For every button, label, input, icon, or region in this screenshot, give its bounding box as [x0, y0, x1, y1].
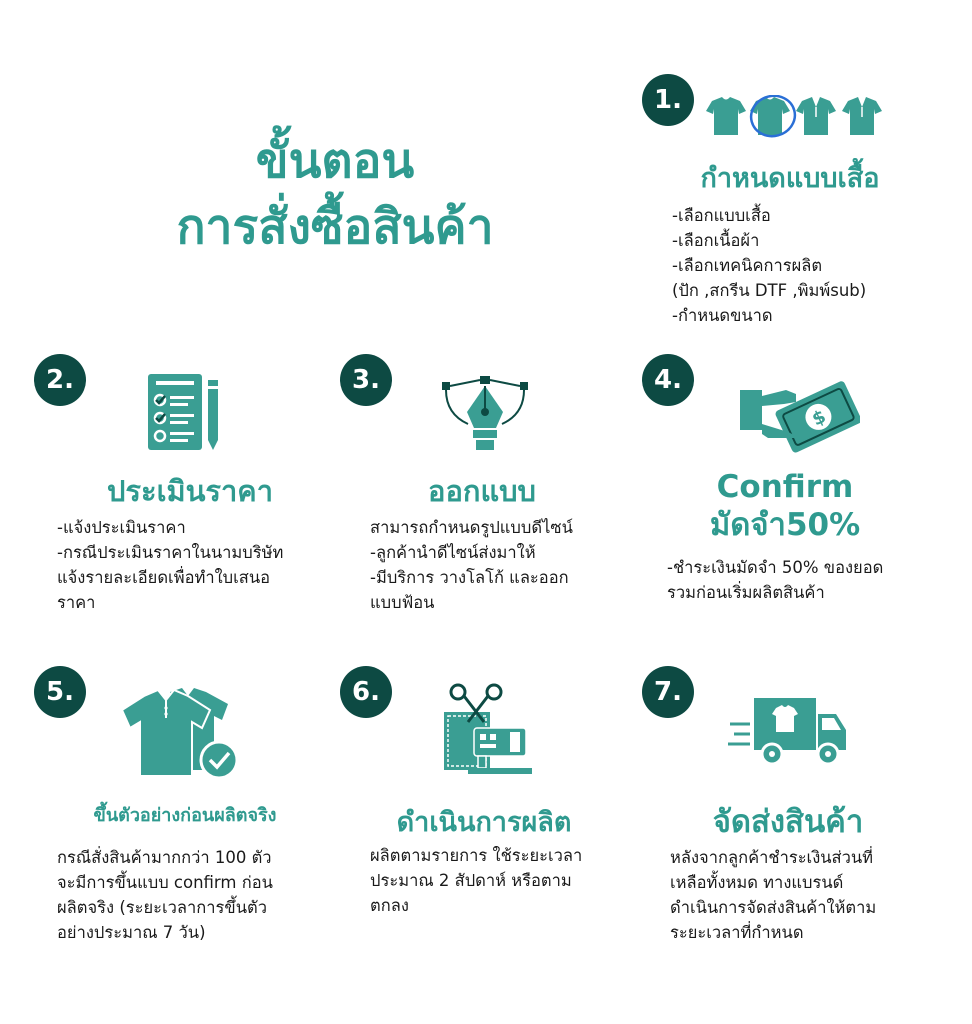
- step-7-line: หลังจากลูกค้าชำระเงินส่วนที่: [670, 848, 874, 867]
- page-title-line-2: การสั่งซื้อสินค้า: [176, 199, 494, 255]
- svg-text:$: $: [808, 406, 830, 431]
- step-5-description: [57, 845, 273, 945]
- step-6-description: [370, 843, 582, 918]
- step-6-badge: 6.: [340, 666, 392, 718]
- page-title-line-1: ขั้นตอน: [255, 133, 415, 189]
- step-4-title-line-1: Confirm: [716, 469, 854, 505]
- step-3-line: แบบฟ้อน: [370, 593, 435, 612]
- step-1-title: กำหนดแบบเสื้อ: [700, 163, 880, 194]
- step-7-badge: 7.: [642, 666, 694, 718]
- shirt-check-icon: [118, 686, 242, 780]
- tshirt-row-icon: [704, 95, 894, 139]
- sewing-machine-icon: [440, 682, 532, 776]
- step-2-line: ราคา: [57, 593, 96, 612]
- step-2-description: [57, 515, 283, 615]
- step-4-title-line-2: มัดจำ50%: [709, 507, 861, 543]
- step-6-line: ผลิตตามรายการ ใช้ระยะเวลา: [370, 846, 583, 865]
- step-2-line: แจ้งรายละเอียดเพื่อทำใบเสนอ: [57, 568, 271, 587]
- step-3-line: สามารถกำหนดรูปแบบดีไซน์: [370, 518, 573, 537]
- step-4-line: -ชำระเงินมัดจำ 50% ของยอด: [667, 558, 884, 577]
- delivery-truck-icon: [728, 694, 850, 774]
- step-7-line: ระยะเวลาที่กำหนด: [670, 923, 804, 942]
- step-3-title: ออกแบบ: [428, 474, 536, 508]
- step-6-line: ประมาณ 2 สัปดาห์ หรือตาม: [370, 871, 572, 890]
- step-5-line: อย่างประมาณ 7 วัน): [57, 923, 206, 942]
- step-3-badge: 3.: [340, 354, 392, 406]
- step-4-badge: 4.: [642, 354, 694, 406]
- step-5-line: จะมีการขึ้นแบบ confirm ก่อน: [57, 873, 273, 892]
- step-5-line: กรณีสั่งสินค้ามากกว่า 100 ตัว: [57, 848, 272, 867]
- step-2-line: -กรณีประเมินราคาในนามบริษัท: [57, 543, 284, 562]
- step-7-line: ดำเนินการจัดส่งสินค้าให้ตาม: [670, 898, 877, 917]
- money-hand-icon: [738, 376, 860, 456]
- step-1-description: [672, 203, 866, 328]
- step-5-line: ผลิตจริง (ระยะเวลาการขึ้นตัว: [57, 898, 267, 917]
- page-title: [120, 128, 550, 260]
- step-6-line: ตกลง: [370, 896, 409, 915]
- step-1-line: -เลือกเทคนิคการผลิต: [672, 256, 823, 275]
- step-3-description: [370, 515, 573, 615]
- step-3-line: -มีบริการ วางโลโก้ และออก: [370, 568, 569, 587]
- pen-tool-icon: [440, 374, 530, 454]
- step-2-title: ประเมินราคา: [107, 474, 273, 508]
- step-2-line: -แจ้งประเมินราคา: [57, 518, 186, 537]
- step-1-line: -กำหนดขนาด: [672, 306, 773, 325]
- step-1-line: -เลือกเนื้อผ้า: [672, 231, 760, 250]
- step-1-badge: 1.: [642, 74, 694, 126]
- step-1-line: -เลือกแบบเสื้อ: [672, 206, 771, 225]
- step-4-description: [667, 555, 883, 605]
- step-7-description: [670, 845, 876, 945]
- step-7-line: เหลือทั้งหมด ทางแบรนด์: [670, 873, 844, 892]
- step-5-title: ขึ้นตัวอย่างก่อนผลิตจริง: [93, 805, 277, 826]
- step-2-badge: 2.: [34, 354, 86, 406]
- step-6-title: ดำเนินการผลิต: [396, 807, 572, 838]
- step-7-title: จัดส่งสินค้า: [712, 804, 864, 840]
- step-3-line: -ลูกค้านำดีไซน์ส่งมาให้: [370, 543, 536, 562]
- step-4-title: [640, 468, 930, 544]
- step-4-line: รวมก่อนเริ่มผลิตสินค้า: [667, 583, 825, 602]
- step-5-badge: 5.: [34, 666, 86, 718]
- step-1-line: (ปัก ,สกรีน DTF ,พิมพ์sub): [672, 281, 867, 300]
- checklist-icon: [146, 372, 222, 452]
